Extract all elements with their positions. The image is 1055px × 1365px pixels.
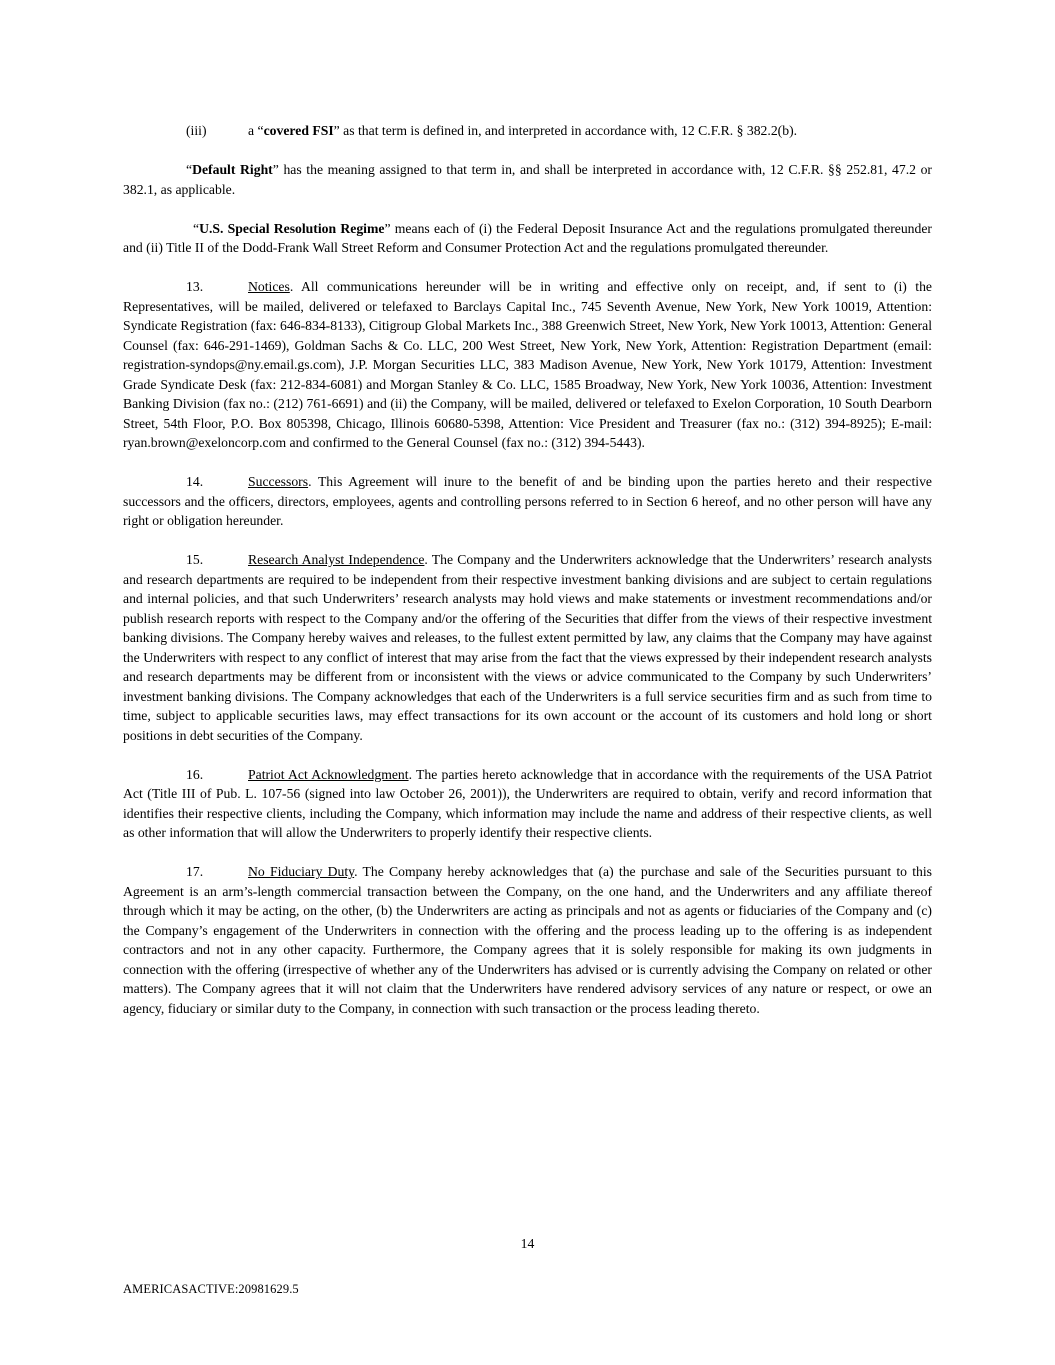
section-16-number: 16. [186, 766, 204, 782]
clause-iii-post: ” as that term is defined in, and interpreted in accordance with, 12 C.F.R. § 382.2(b). [333, 123, 798, 138]
us-special-pre: “ [193, 220, 200, 236]
clause-iii-pre: a “ [248, 123, 264, 138]
section-17-no-fiduciary-duty [123, 862, 932, 1018]
section-15-body: . The Company and the Underwriters acknowledge that the Underwriters’ research analysts and research departments are required to be independent from their respective investment banking divisions and are subject to certain regulations and internal policies, and that such Underwriters’ research analysts may hold views and make statements or investment recommendations and/or publish research reports with respect to the Company and/or the offering of the Securities that differ from the views of their respective investment banking divisions. The Company hereby waives and releases, to the fullest extent permitted by law, any claims that the Company may have against the Underwriters with respect to any conflict of interest that may arise from the fact that the views expressed by their independent research analysts and research departments may be different from or inconsistent with the views or advice communicated to the Company by such Underwriters’ investment banking divisions. The Company acknowledges that each of the Underwriters is a full service securities firm and as such from time to time, subject to applicable securities laws, may effect transactions for its own account or the account of its customers and hold long or short positions in debt securities of the Company. [123, 552, 932, 743]
section-17-body: . The Company hereby acknowledges that (a) the purchase and sale of the Securities pursuant to this Agreement is an arm’s-length commercial transaction between the Company, on the one hand, and the Underwriters and any affiliate thereof through which it may be acting, on the other, (b) the Underwriters are acting as principals and not as agents or fiduciaries of the Company and (c) the Company’s engagement of the Underwriters in connection with the offering and the process leading up to the offering is as independent contractors and not in any other capacity. Furthermore, the Company agrees that it is solely responsible for making its own judgments in connection with the offering (irrespective of whether any of the Underwriters has advised or is currently advising the Company on related or other matters). The Company agrees that it will not claim that the Underwriters have rendered advisory services of any nature or respect, or owe an agency, fiduciary or similar duty to the Company, in connection with such transaction or the process leading thereto. [123, 864, 933, 1016]
us-special-post: ” means each of (i) the Federal Deposit Insurance Act and the regulations promulgated thereunder and (ii) Title II of the Dodd-Frank Wall Street Reform and Consumer Protection Act and the regulations promulgated thereunder. [123, 220, 932, 255]
clause-iii-label: (iii) [186, 123, 207, 138]
page-number: 14 [520, 1236, 535, 1251]
section-15-number: 15. [186, 552, 204, 567]
section-17-number: 17. [186, 864, 204, 879]
definition-us-special-resolution-regime [123, 219, 932, 258]
definition-default-right [123, 160, 932, 199]
defined-term-covered-fsi: covered FSI [263, 123, 334, 138]
section-14-body: . This Agreement will inure to the benefit of and be binding upon the parties hereto and their respective successors and the officers, directors, employees, agents and controlling persons referred to in Section 6 hereof, and no other person will have any right or obligation hereunder. [123, 474, 932, 528]
clause-iii [123, 121, 932, 141]
default-right-post: ” has the meaning assigned to that term in, and shall be interpreted in accordance with, 12 C.F.R. §§ 252.81, 47.2 or 382.1, as applicable. [123, 162, 932, 197]
default-right-pre: “ [186, 162, 193, 177]
section-14-heading: Successors [248, 474, 309, 489]
section-13-heading: Notices [248, 279, 290, 294]
defined-term-us-special-resolution-regime: U.S. Special Resolution Regime [199, 220, 385, 236]
section-15-research-analyst-independence [123, 550, 932, 745]
defined-term-default-right: Default Right [192, 162, 273, 177]
section-16-body: . The parties hereto acknowledge that in accordance with the requirements of the USA Patriot Act (Title III of Pub. L. 107-56 (signed into law October 26, 2001)), the Underwriters are required to obtain, verify and record information that identifies their respective clients, including the Company, which information may include the name and address of their respective clients, as well as other information that will allow the Underwriters to properly identify their respective clients. [123, 766, 932, 840]
document-content [123, 121, 932, 1038]
section-17-heading: No Fiduciary Duty [248, 864, 355, 879]
section-14-number: 14. [186, 474, 204, 489]
document-id-footer: AMERICASACTIVE:20981629.5 [123, 1282, 299, 1296]
section-15-heading: Research Analyst Independence [248, 552, 425, 567]
section-13-number: 13. [186, 279, 204, 294]
section-16-heading: Patriot Act Acknowledgment [248, 766, 409, 782]
section-16-patriot-act-acknowledgment [123, 765, 932, 843]
section-13-notices [123, 277, 932, 453]
section-13-body: . All communications hereunder will be in writing and effective only on receipt, and, if sent to (i) the Representatives, will be mailed, delivered or telefaxed to Barclays Capital Inc., 745 Seventh Avenue, New York, New York 10019, Attention: Syndicate Registration (fax: 646-834-8133), Citigroup Global Markets Inc., 388 Greenwich Street, New York, New York 10013, Attention: General Counsel (fax: 646-291-1469), Goldman Sachs & Co. LLC, 200 West Street, New York, New York, Attention: Registration Department (email: registration-syndops@ny.email.gs.com), J.P. Morgan Securities LLC, 383 Madison Avenue, New York, New York 10179, Attention: Investment Grade Syndicate Desk (fax: 212-834-6081) and Morgan Stanley & Co. LLC, 1585 Broadway, New York, New York 10036, Attention: Investment Banking Division (fax no.: (212) 761-6691) and (ii) the Company, will be mailed, delivered or telefaxed to Exelon Corporation, 10 South Dearborn Street, 54th Floor, P.O. Box 805398, Chicago, Illinois 60680-5398, Attention: Vice President and Treasurer (fax no.: (312) 394-8925); E-mail: ryan.brown@exeloncorp.com and confirmed to the General Counsel (fax no.: (312) 394-5443). [123, 279, 932, 450]
section-14-successors [123, 472, 932, 531]
